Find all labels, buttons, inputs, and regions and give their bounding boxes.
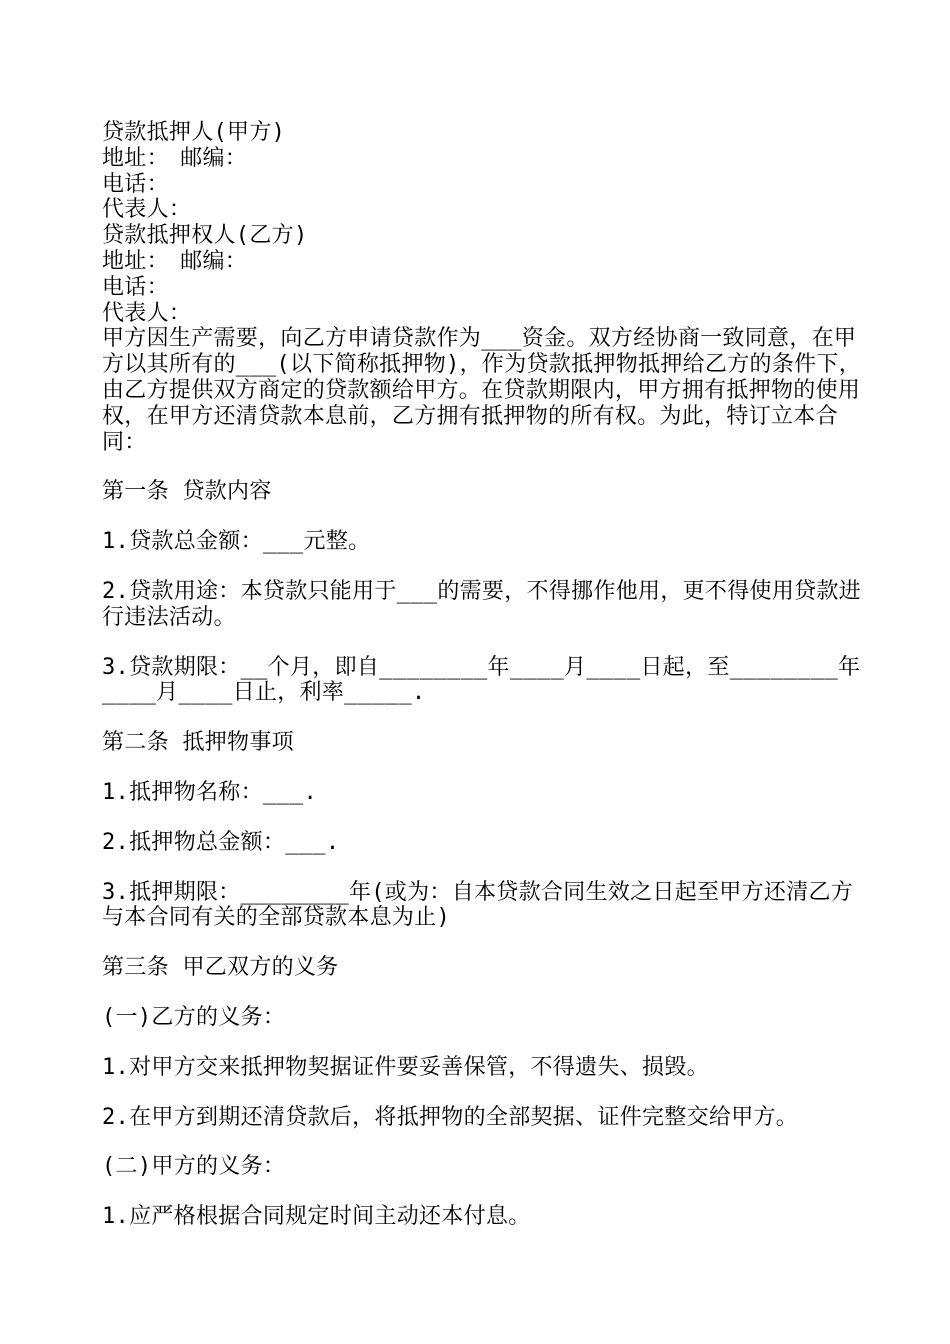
clause-item: 2.在甲方到期还清贷款后，将抵押物的全部契据、证件完整交给甲方。 [102,1104,799,1130]
clause-item: 1.应严格根据合同规定时间主动还本付息。 [102,1204,531,1230]
section-heading: 第三条 甲乙双方的义务 [102,955,339,981]
lender-debtor-title: 贷款抵押人(甲方) [102,120,286,145]
party-b-representative: 代表人： [102,300,192,326]
clause-item: 2.抵押物总金额：___. [102,829,340,855]
clause-item: 1.贷款总金额：___元整。 [102,529,371,555]
party-a-representative: 代表人： [102,197,192,223]
clause-item: 2.贷款用途：本贷款只能用于___的需要，不得挪作他用，更不得使用贷款进行违法活动。 [102,578,862,630]
section-heading: 第二条 抵押物事项 [102,730,294,756]
contract-document [102,120,862,1254]
clause-item: 1.抵押物名称：___. [102,779,318,805]
party-b-phone: 电话： [102,274,169,300]
party-a-address: 地址： 邮编： [102,145,248,171]
mortgagee-title: 贷款抵押权人(乙方) [102,223,308,249]
intro-paragraph: 甲方因生产需要，向乙方申请贷款作为___资金。双方经协商一致同意，在甲方以其所有的___(以下简称抵押物)，作为贷款抵押物抵押给乙方的条件下，由乙方提供双方商定的贷款额给甲方。在贷款期限内，甲方拥有抵押物的使用权，在甲方还清贷款本息前，乙方拥有抵押物的所有权。为此，特订立本合同： [102,326,862,455]
party-a-phone: 电话： [102,171,169,197]
clause-item: (二)甲方的义务： [102,1154,286,1180]
party-info [102,120,862,326]
clause-item: 3.贷款期限：__个月，即自________年____月____日起，至________年____月____日止，利率_____. [102,654,861,706]
clause-item: 1.对甲方交来抵押物契据证件要妥善保管，不得遗失、损毁。 [102,1054,709,1080]
clause-item: (一)乙方的义务： [102,1004,286,1030]
section-heading: 第一条 贷款内容 [102,479,272,505]
party-b-address: 地址： 邮编： [102,248,248,274]
clause-item: 3.抵押期限：________年(或为：自本贷款合同生效之日起至甲方还清乙方与本合同有关的全部贷款本息为止) [102,879,854,931]
